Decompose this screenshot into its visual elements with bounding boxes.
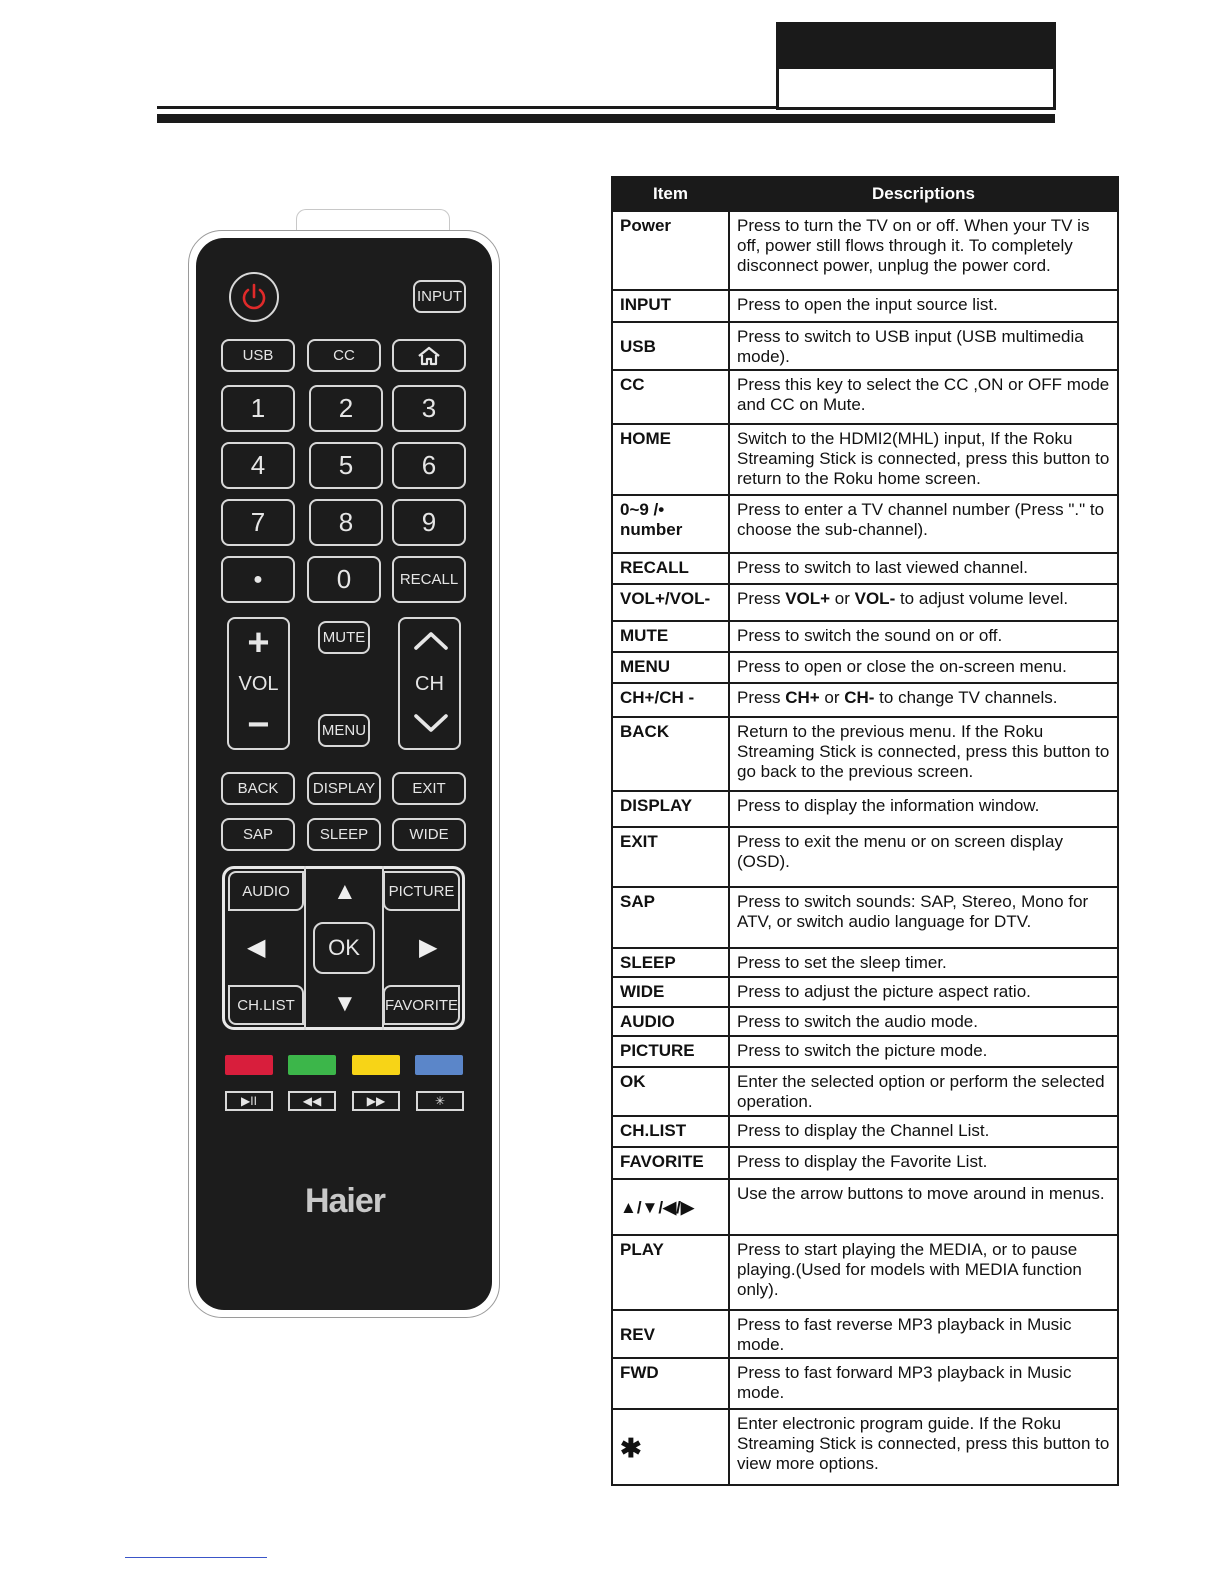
power-button [229, 272, 279, 322]
row-description [729, 584, 1118, 621]
row-description-text: to change TV channels. [874, 688, 1058, 707]
table-row [612, 717, 1118, 791]
blue-key [415, 1055, 463, 1075]
arrow-left-icon: ◀ [247, 934, 266, 961]
row-item: PLAY [612, 1235, 729, 1310]
table-row [612, 1235, 1118, 1310]
row-item: EXIT [612, 827, 729, 887]
arrow-right-icon: ▶ [419, 934, 438, 961]
vol-minus-icon: − [247, 704, 270, 746]
row-item: MENU [612, 652, 729, 683]
row-description: Press to open or close the on-screen menu. [729, 652, 1118, 683]
row-item: USB [612, 322, 729, 370]
row-item: INPUT [612, 290, 729, 322]
header-rule-thin [157, 106, 778, 109]
row-item: HOME [612, 424, 729, 495]
digit-5-button: 5 [309, 442, 383, 489]
digit-7-button: 7 [221, 499, 295, 546]
digit-6-button: 6 [392, 442, 466, 489]
channel-rocker [398, 617, 461, 750]
red-key [225, 1055, 273, 1075]
brand-logo: Haier [304, 1182, 386, 1220]
digit-4-button: 4 [221, 442, 295, 489]
row-description-text: or [830, 589, 855, 608]
row-description: Press to set the sleep timer. [729, 948, 1118, 977]
row-description: Press to fast reverse MP3 playback in Music mode. [729, 1310, 1118, 1358]
row-item: BACK [612, 717, 729, 791]
asterisk-button: ✳ [416, 1091, 464, 1111]
row-item: REV [612, 1310, 729, 1358]
row-description-text: to adjust volume level. [895, 589, 1069, 608]
row-description-text: Press [737, 589, 786, 608]
row-description: Press to turn the TV on or off. When your TV is off, power still flows through it. To completely disconnect power, unplug the power cord. [729, 211, 1118, 290]
row-description: Press to display the Favorite List. [729, 1147, 1118, 1179]
dpad-divider-right [382, 866, 384, 1030]
row-item: ✱ [612, 1409, 729, 1485]
green-key [288, 1055, 336, 1075]
vol-label: VOL [238, 673, 279, 695]
chevron-down-icon [413, 713, 449, 735]
arrow-up-icon: ▲ [333, 878, 357, 905]
digit-2-button: 2 [309, 385, 383, 432]
table-row [612, 1358, 1118, 1409]
back-button: BACK [221, 772, 295, 805]
home-button [392, 339, 466, 372]
table-row [612, 977, 1118, 1007]
digit-1-button: 1 [221, 385, 295, 432]
digit-3-button: 3 [392, 385, 466, 432]
table-row [612, 211, 1118, 290]
input-button: INPUT [413, 280, 466, 313]
yellow-key [352, 1055, 400, 1075]
table-row [612, 948, 1118, 977]
row-description-keyword: CH+ [785, 688, 820, 707]
power-icon [239, 282, 269, 312]
button-descriptions-table [611, 176, 1119, 1486]
row-item: CH.LIST [612, 1116, 729, 1147]
row-description: Enter the selected option or perform the selected operation. [729, 1067, 1118, 1116]
table-row [612, 1036, 1118, 1067]
row-item: ▲/▼/◀/▶ [612, 1179, 729, 1235]
row-item: SAP [612, 887, 729, 948]
row-description: Press to switch to last viewed channel. [729, 553, 1118, 584]
table-row [612, 683, 1118, 717]
row-item: RECALL [612, 553, 729, 584]
row-description-text: or [819, 688, 845, 707]
row-description-keyword: CH- [844, 688, 875, 707]
row-description: Press to fast forward MP3 playback in Music mode. [729, 1358, 1118, 1409]
table-row [612, 887, 1118, 948]
table-row [612, 1007, 1118, 1036]
digit-0-button: 0 [307, 556, 381, 603]
table-row [612, 1067, 1118, 1116]
row-description: Press to switch to USB input (USB multimedia mode). [729, 322, 1118, 370]
ch-label: CH [415, 673, 444, 695]
row-item: FWD [612, 1358, 729, 1409]
table-row [612, 827, 1118, 887]
dpad-divider-left [304, 866, 306, 1030]
table-row [612, 1409, 1118, 1485]
row-description: Press to adjust the picture aspect ratio. [729, 977, 1118, 1007]
favorite-button: FAVORITE [383, 985, 460, 1025]
home-icon [416, 345, 442, 367]
ok-button: OK [313, 922, 375, 974]
mute-button: MUTE [318, 621, 370, 654]
digit-9-button: 9 [392, 499, 466, 546]
row-description-text: Press [737, 688, 786, 707]
header-tab-box [776, 22, 1056, 110]
arrow-down-icon: ▼ [333, 990, 357, 1017]
row-item: OK [612, 1067, 729, 1116]
cc-button: CC [307, 339, 381, 372]
row-item: CC [612, 370, 729, 424]
row-description: Press to switch the picture mode. [729, 1036, 1118, 1067]
chevron-up-icon [413, 629, 449, 651]
row-description: Press to switch the sound on or off. [729, 621, 1118, 652]
row-description: Press this key to select the CC ,ON or OFF mode and CC on Mute. [729, 370, 1118, 424]
row-description-keyword: VOL- [854, 589, 896, 608]
row-item: 0~9 /• number [612, 495, 729, 553]
table-body [612, 211, 1118, 1485]
table-row [612, 1147, 1118, 1179]
table-row [612, 621, 1118, 652]
table-row [612, 652, 1118, 683]
display-button: DISPLAY [307, 772, 381, 805]
volume-rocker [227, 617, 290, 750]
audio-button: AUDIO [228, 871, 304, 911]
row-item: AUDIO [612, 1007, 729, 1036]
row-item: MUTE [612, 621, 729, 652]
exit-button: EXIT [392, 772, 466, 805]
table-row [612, 370, 1118, 424]
row-description: Press to display the information window. [729, 791, 1118, 827]
play-pause-button: ▶II [225, 1091, 273, 1111]
table-row [612, 791, 1118, 827]
row-description: Return to the previous menu. If the Roku Streaming Stick is connected, press this button to go back to the previous screen. [729, 717, 1118, 791]
row-item: WIDE [612, 977, 729, 1007]
table-row [612, 495, 1118, 553]
menu-button: MENU [318, 714, 370, 747]
usb-button: USB [221, 339, 295, 372]
row-description: Press to start playing the MEDIA, or to pause playing.(Used for models with MEDIA function only). [729, 1235, 1118, 1310]
table-row [612, 424, 1118, 495]
table-row [612, 1116, 1118, 1147]
row-item: PICTURE [612, 1036, 729, 1067]
row-description [729, 683, 1118, 717]
row-description: Press to open the input source list. [729, 290, 1118, 322]
table-row [612, 553, 1118, 584]
row-description: Press to switch sounds: SAP, Stereo, Mono for ATV, or switch audio language for DTV. [729, 887, 1118, 948]
row-description: Press to enter a TV channel number (Press "." to choose the sub-channel). [729, 495, 1118, 553]
header-rule-thick [157, 114, 1055, 123]
row-description-keyword: VOL+ [785, 589, 831, 608]
row-item: SLEEP [612, 948, 729, 977]
row-item: VOL+/VOL- [612, 584, 729, 621]
row-description: Use the arrow buttons to move around in menus. [729, 1179, 1118, 1235]
footer-link-underline [125, 1557, 267, 1558]
header-descriptions: Descriptions [729, 177, 1118, 211]
row-item: Power [612, 211, 729, 290]
fast-forward-button: ▶▶ [352, 1091, 400, 1111]
dot-button: ● [221, 556, 295, 603]
sap-button: SAP [221, 818, 295, 851]
table-row [612, 290, 1118, 322]
picture-button: PICTURE [383, 871, 460, 911]
row-description: Press to switch the audio mode. [729, 1007, 1118, 1036]
digit-8-button: 8 [309, 499, 383, 546]
table-row [612, 322, 1118, 370]
row-item: DISPLAY [612, 791, 729, 827]
rewind-button: ◀◀ [288, 1091, 336, 1111]
table-row [612, 1179, 1118, 1235]
header-item: Item [612, 177, 729, 211]
row-description: Press to exit the menu or on screen display (OSD). [729, 827, 1118, 887]
wide-button: WIDE [392, 818, 466, 851]
table-row [612, 1310, 1118, 1358]
row-item: FAVORITE [612, 1147, 729, 1179]
row-description: Enter electronic program guide. If the Roku Streaming Stick is connected, press this button to view more options. [729, 1409, 1118, 1485]
row-item: CH+/CH - [612, 683, 729, 717]
chlist-button: CH.LIST [228, 985, 304, 1025]
row-description: Switch to the HDMI2(MHL) input, If the Roku Streaming Stick is connected, press this button to return to the Roku home screen. [729, 424, 1118, 495]
sleep-button: SLEEP [307, 818, 381, 851]
row-description: Press to display the Channel List. [729, 1116, 1118, 1147]
table-header-row [612, 177, 1118, 211]
header-tab-fill [779, 25, 1053, 69]
recall-button: RECALL [392, 556, 466, 603]
vol-plus-icon: + [247, 622, 270, 664]
table-row [612, 584, 1118, 621]
